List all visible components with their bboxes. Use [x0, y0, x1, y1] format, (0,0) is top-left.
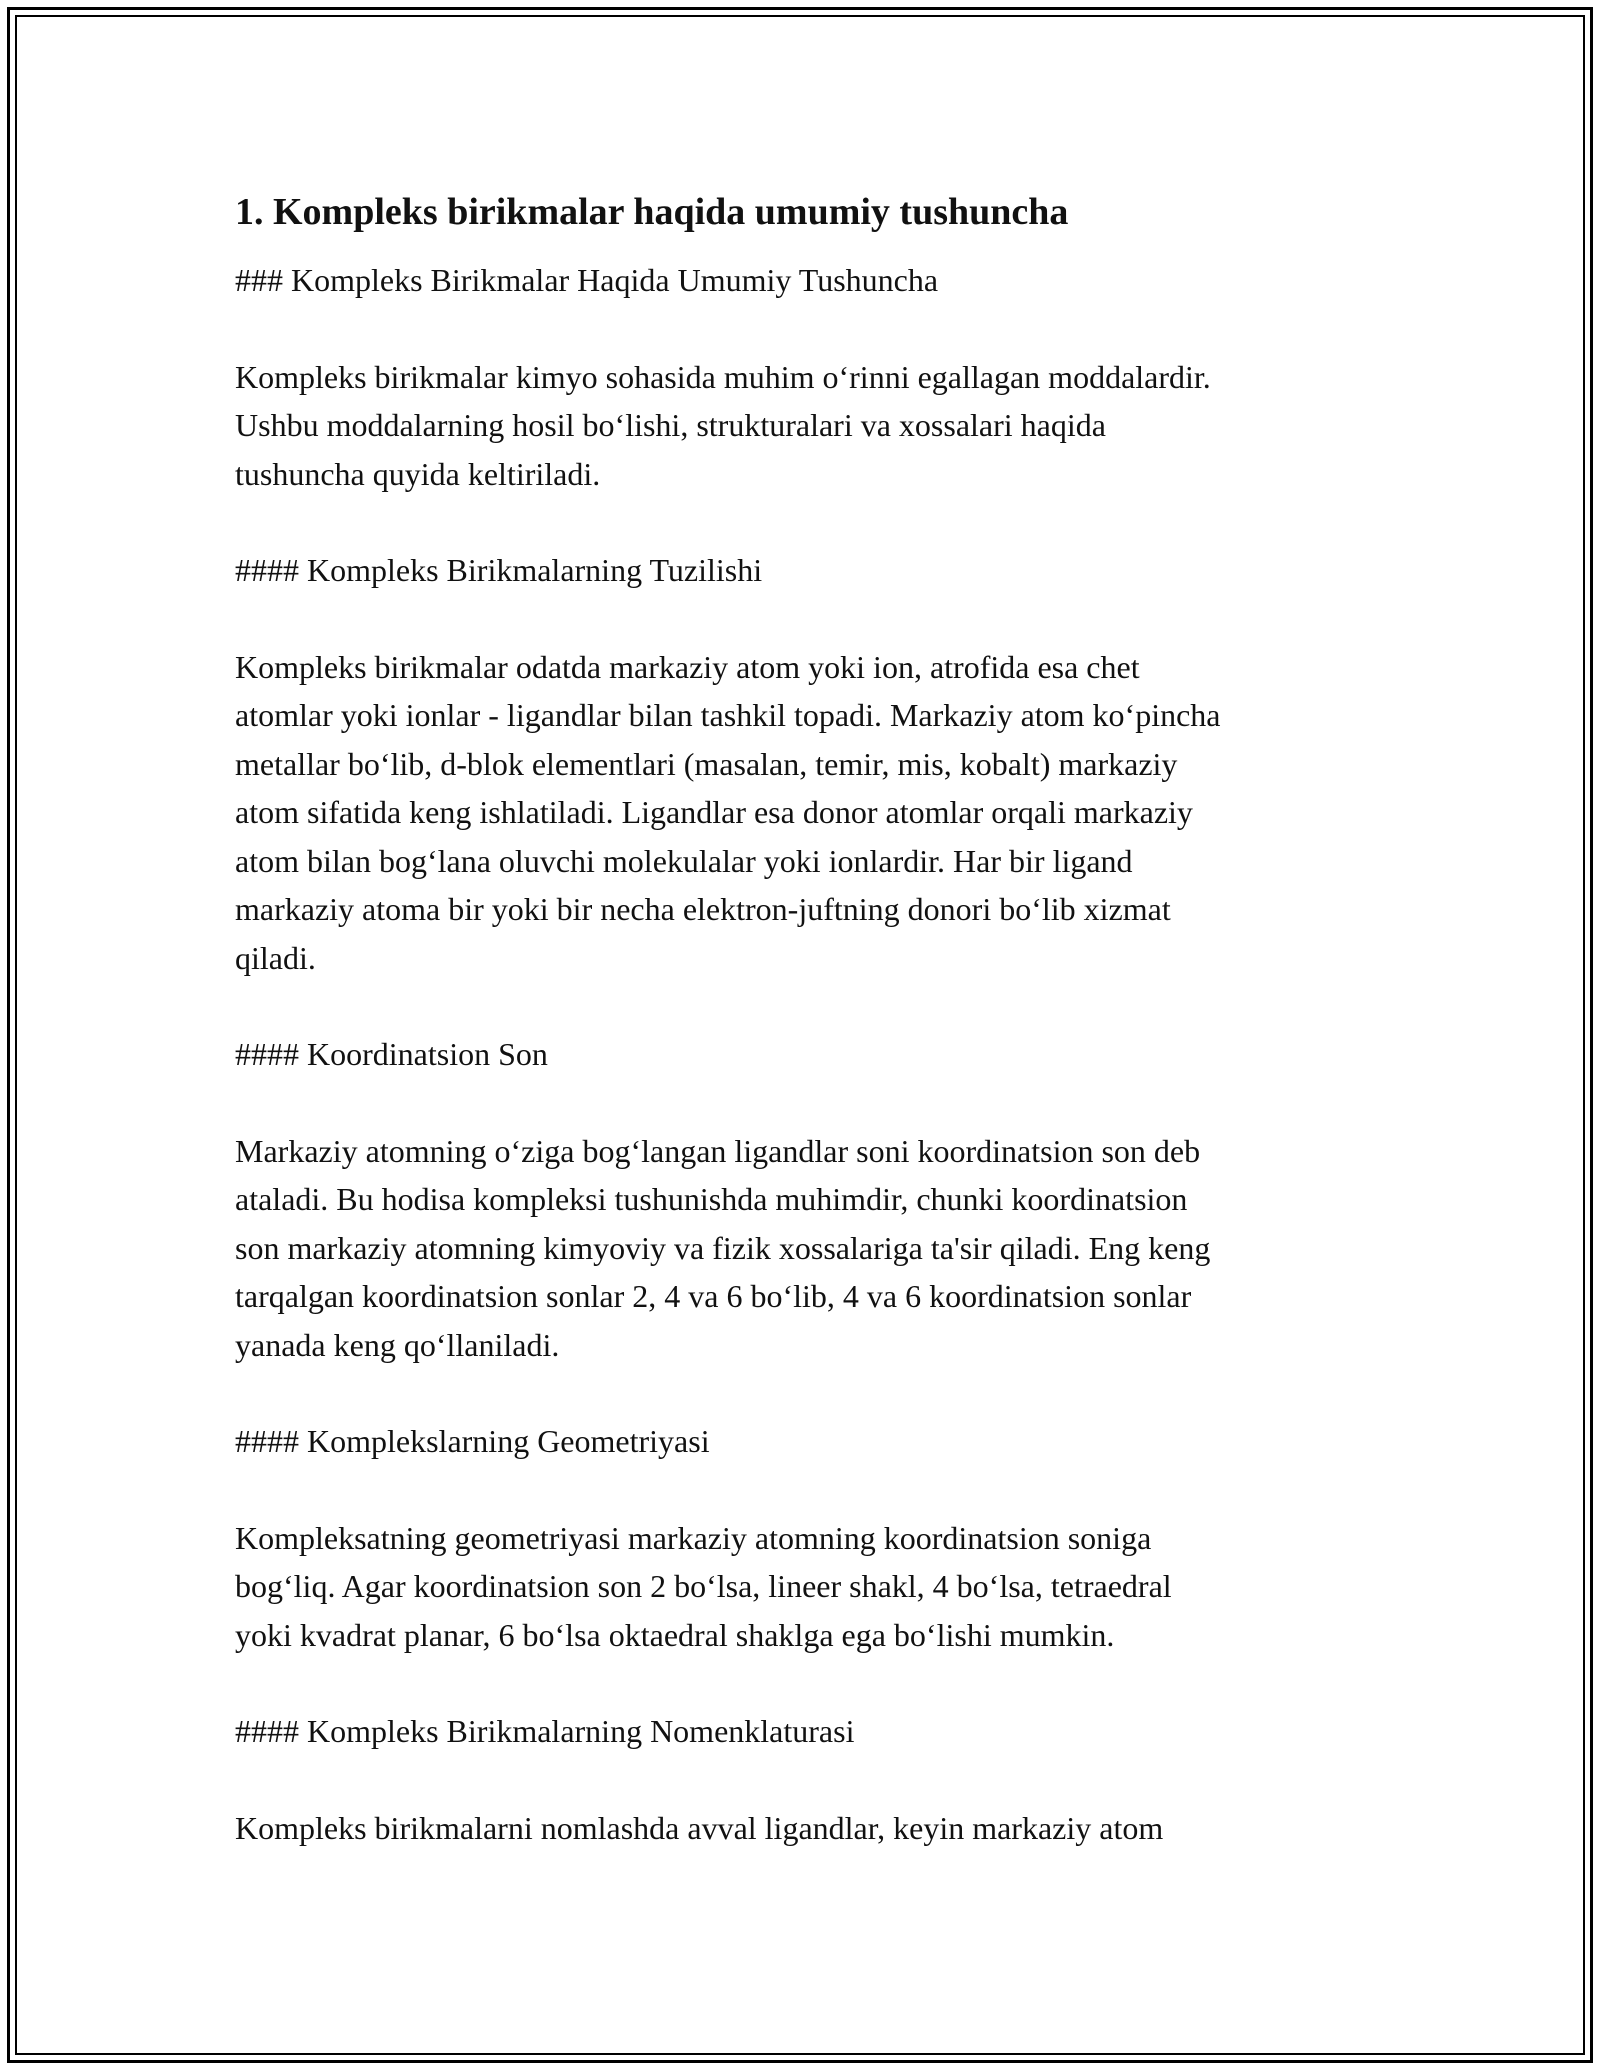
- section-heading: #### Koordinatsion Son: [235, 1036, 548, 1072]
- section-heading: #### Komplekslarning Geometriyasi: [235, 1423, 710, 1459]
- document-title: 1. Kompleks birikmalar haqida umumiy tushuncha: [235, 191, 1069, 233]
- document-body: [235, 186, 1375, 1900]
- section-heading: #### Kompleks Birikmalarning Tuzilishi: [235, 552, 763, 588]
- paragraph: Kompleks birikmalar odatda markaziy atom yoki ion, atrofida esa chet atomlar yoki ionlar - ligandlar bilan tashkil topadi. Markaziy atom ko‘pincha metallar bo‘lib, d-blok elementlari (masalan, temir, mis, kobalt) markaziy atom sifatida keng ishlatiladi. Ligandlar esa donor atomlar orqali markaziy atom bilan bog‘lana oluvchi molekulalar yoki ionlardir. Har bir ligand markaziy atoma bir yoki bir necha elektron-juftning donori bo‘lib xizmat qiladi.: [235, 648, 1221, 976]
- section-heading: #### Kompleks Birikmalarning Nomenklaturasi: [235, 1713, 855, 1749]
- paragraph: Kompleksatning geometriyasi markaziy atomning koordinatsion soniga bog‘liq. Agar koordinatsion son 2 bo‘lsa, lineer shakl, 4 bo‘lsa, tetraedral yoki kvadrat planar, 6 bo‘lsa oktaedral shaklga ega bo‘lishi mumkin.: [235, 1519, 1172, 1653]
- paragraph: Kompleks birikmalarni nomlashda avval ligandlar, keyin markaziy atom: [235, 1809, 1164, 1846]
- paragraph: Kompleks birikmalar kimyo sohasida muhim o‘rinni egallagan moddalardir. Ushbu moddalarning hosil bo‘lishi, strukturalari va xossalari haqida tushuncha quyida keltiriladi.: [235, 358, 1211, 492]
- section-heading: ### Kompleks Birikmalar Haqida Umumiy Tushuncha: [235, 262, 939, 298]
- paragraph: Markaziy atomning o‘ziga bog‘langan ligandlar soni koordinatsion son deb ataladi. Bu hodisa kompleksi tushunishda muhimdir, chunki koordinatsion son markaziy atomning kimyoviy va fizik xossalariga ta'sir qiladi. Eng keng tarqalgan koordinatsion sonlar 2, 4 va 6 bo‘lib, 4 va 6 koordinatsion sonlar yanada keng qo‘llaniladi.: [235, 1132, 1211, 1363]
